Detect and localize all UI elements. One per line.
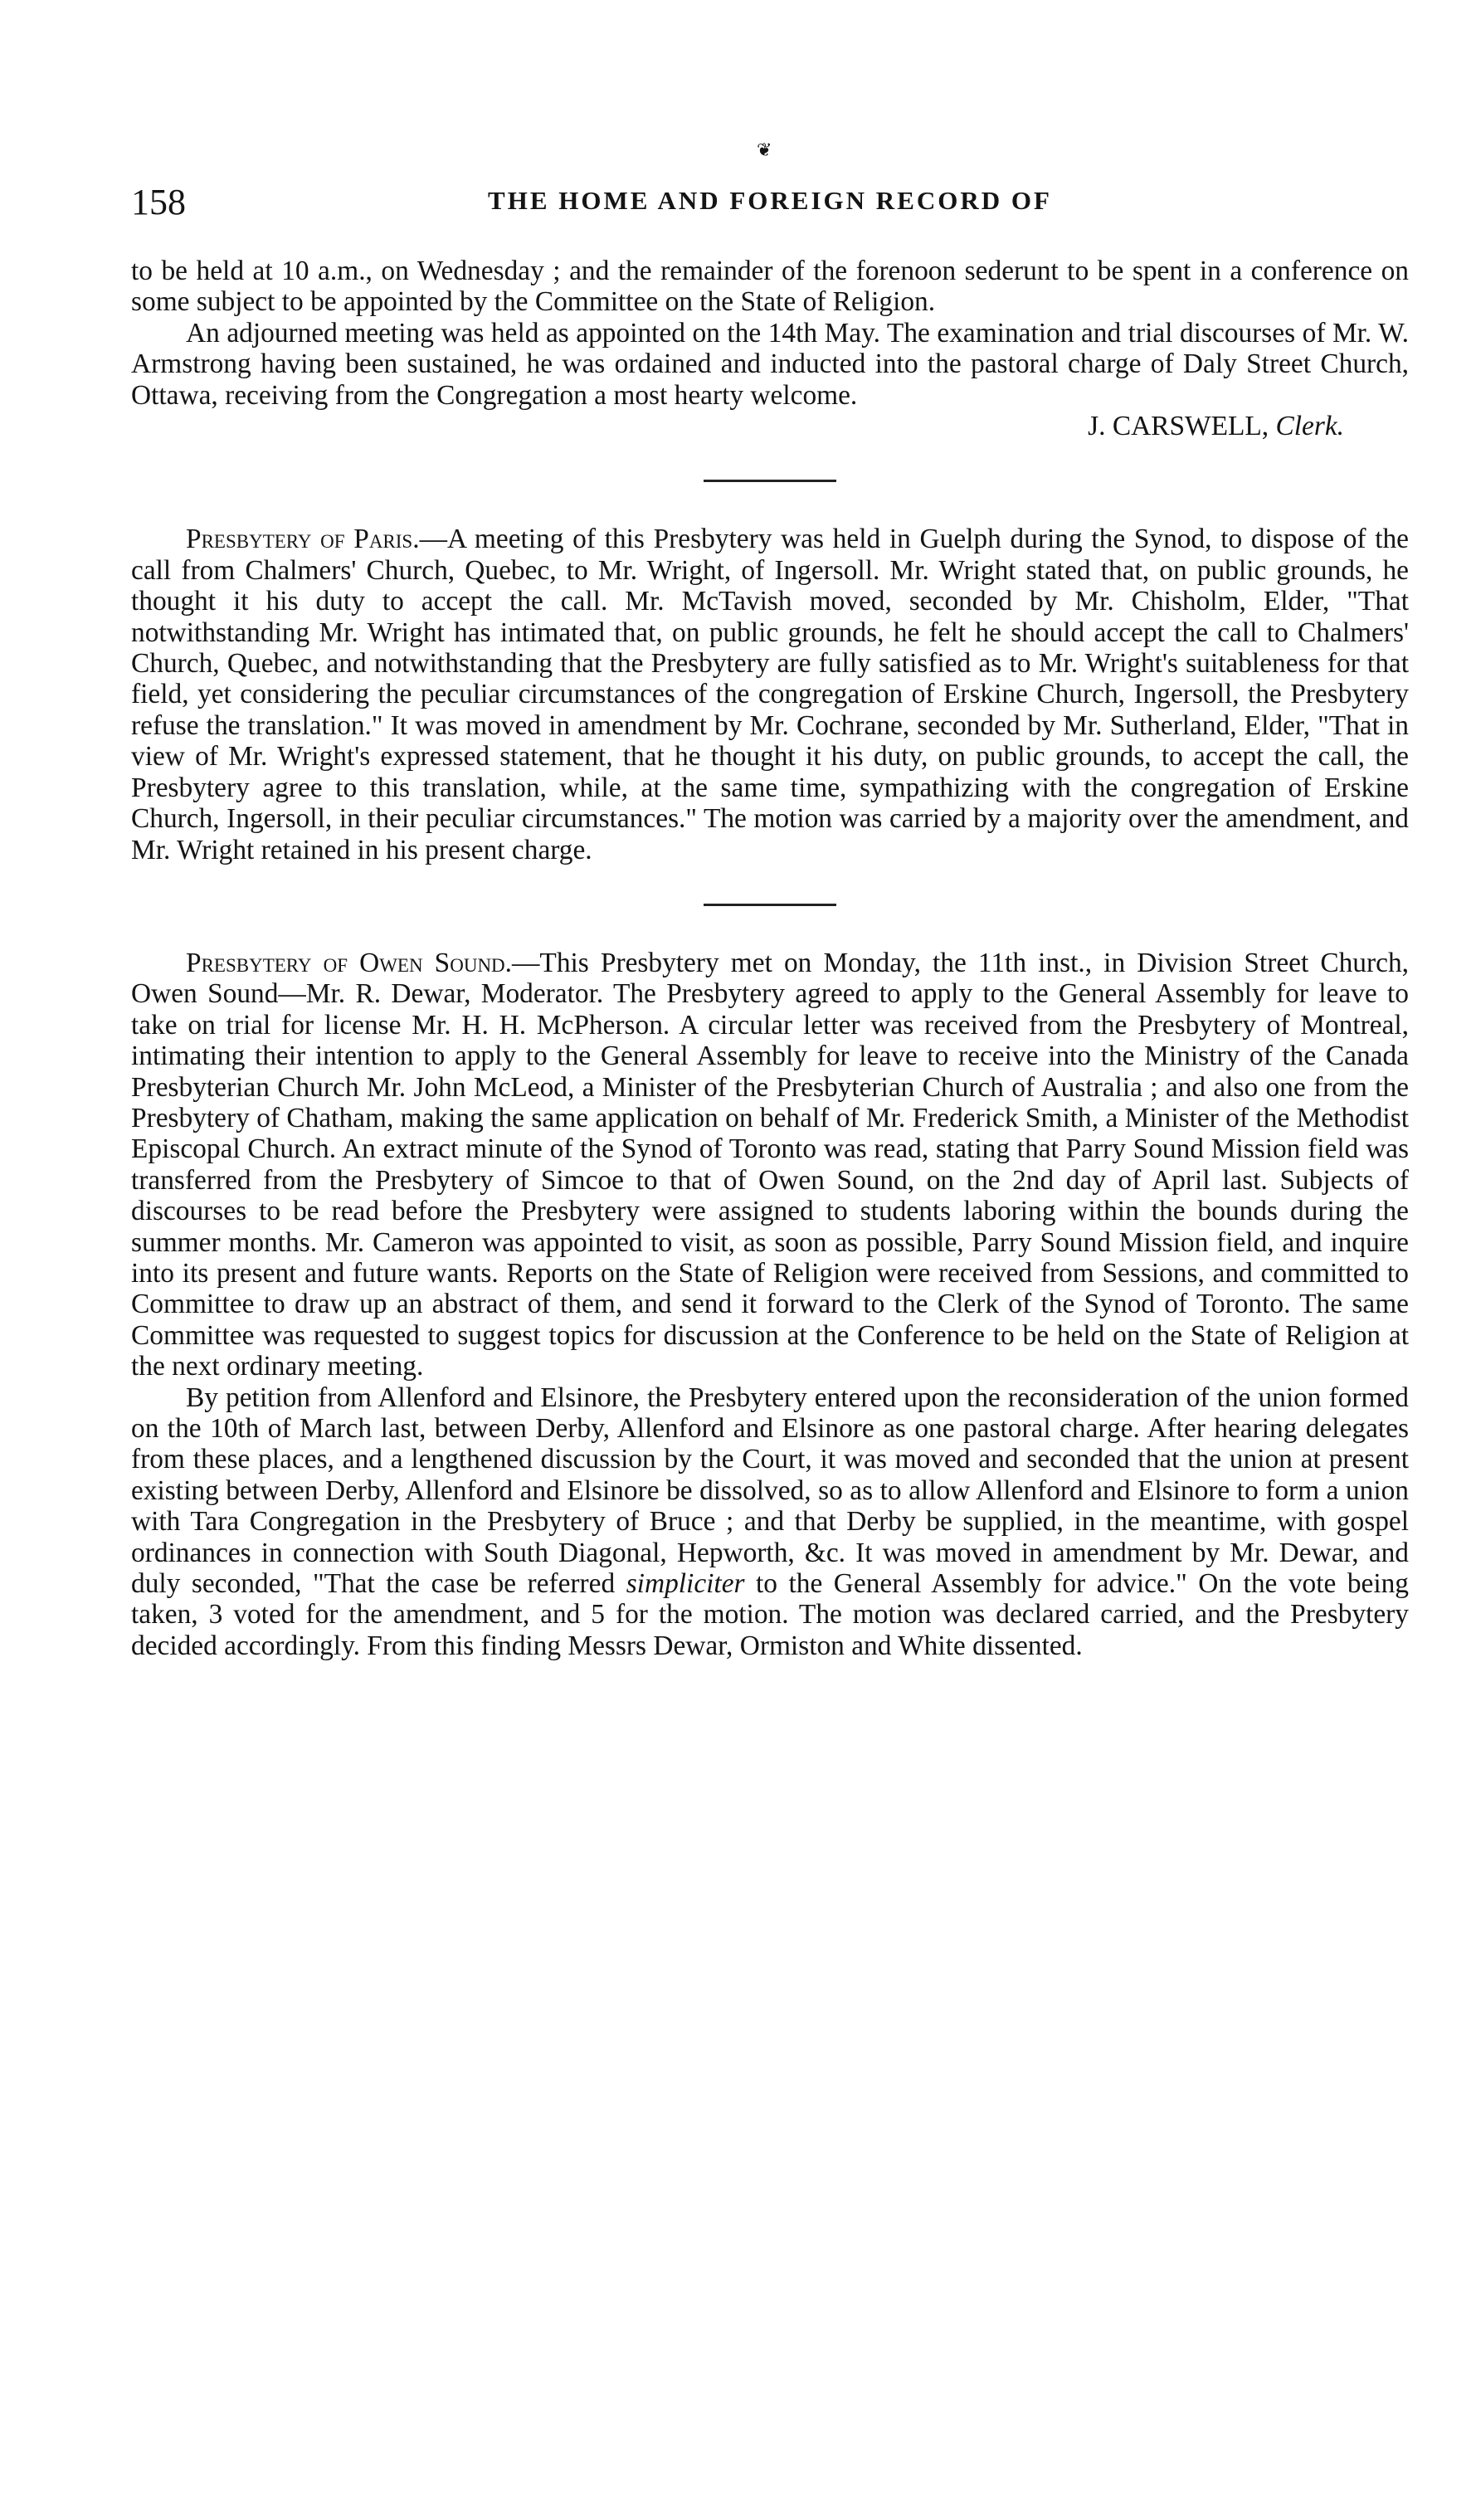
ornament: ❦ bbox=[757, 139, 772, 160]
section-divider bbox=[704, 480, 836, 482]
page-number: 158 bbox=[131, 182, 186, 222]
paragraph-continued: to be held at 10 a.m., on Wednesday ; and the remainder of the forenoon sederunt to be spent in a conference on some subject to be appointed by the Committee on the State of Religion. bbox=[131, 256, 1409, 318]
signature-role: Clerk. bbox=[1275, 411, 1344, 442]
paragraph-presbytery-paris bbox=[131, 524, 1409, 865]
paragraph-allenford-elsinore bbox=[131, 1382, 1409, 1662]
body-text bbox=[131, 256, 1409, 1661]
paragraph-presbytery-owen-sound bbox=[131, 948, 1409, 1382]
page-header bbox=[131, 131, 1409, 222]
text-presbytery-owen-sound: —This Presbytery met on Monday, the 11th inst., in Division Street Church, Owen Sound—Mr. R. Dewar, Moderator. The Presbytery agreed to apply to the General Assembly for leave to take on trial for license Mr. H. H. McPherson. A circular letter was received from the Presbytery of Montreal, intimating their intention to apply to the General Assembly for leave to receive into the Ministry of the Canada Presbyterian Church Mr. John McLeod, a Minister of the Presbyterian Church of Australia ; and also one from the Presbytery of Chatham, making the same application on behalf of Mr. Frederick Smith, a Minister of the Methodist Episcopal Church. An extract minute of the Synod of Toronto was read, stating that Parry Sound Mission field was transferred from the Presbytery of Simcoe to that of Owen Sound, on the 2nd day of April last. Subjects of discourses to be read before the Presbytery were assigned to students laboring within the bounds during the summer months. Mr. Cameron was appointed to visit, as soon as possible, Parry Sound Mission field, and inquire into its present and future wants. Reports on the State of Religion were received from Sessions, and committed to Committee to draw up an abstract of them, and send it forward to the Clerk of the Synod of Toronto. The same Committee was requested to suggest topics for discussion at the Conference to be held on the State of Religion at the next ordinary meeting. bbox=[131, 947, 1409, 1382]
text-presbytery-paris: —A meeting of this Presbytery was held in Guelph during the Synod, to dispose of the call from Chalmers' Church, Quebec, to Mr. Wright, of Ingersoll. Mr. Wright stated that, on public grounds, he thought it his duty to accept the call. Mr. McTavish moved, seconded by Mr. Chisholm, Elder, "That notwithstanding Mr. Wright has intimated that, on public grounds, he felt he should accept the call to Chalmers' Church, Quebec, and notwithstanding that the Presbytery are fully satisfied as to Mr. Wright's suitableness for that field, yet considering the peculiar circumstances of the congregation of Erskine Church, Ingersoll, the Presbytery refuse the translation." It was moved in amendment by Mr. Cochrane, seconded by Mr. Sutherland, Elder, "That in view of Mr. Wright's expressed statement, that he thought it his duty, on public grounds, to accept the call, the Presbytery agree to this translation, while, at the same time, sympathizing with the congregation of Erskine Church, Ingersoll, in their peculiar circumstances." The motion was carried by a majority over the amendment, and Mr. Wright retained in his present charge. bbox=[131, 524, 1410, 865]
paragraph-adjourned-meeting: An adjourned meeting was held as appointed on the 14th May. The examination and trial discourses of Mr. W. Armstrong having been sustained, he was ordained and inducted into the pastoral charge of Daly Street Church, Ottawa, receiving from the Congregation a most hearty welcome. bbox=[131, 317, 1409, 411]
heading-presbytery-owen-sound: Presbytery of Owen Sound. bbox=[186, 947, 513, 978]
text-allenford-part1: By petition from Allenford and Elsinore, the Presbytery entered upon the reconsideration of the union formed on the 10th of March last, between Derby, Allenford and Elsinore as one pastoral charge. After hearing delegates from these places, and a lengthened discussion by the Court, it was moved and seconded that the union at present existing between Derby, Allenford and Elsinore be dissolved, so as to allow Allenford and Elsinore to form a union with Tara Congregation in the Presbytery of Bruce ; and that Derby be supplied, in the meantime, with gospel ordinances in connection with South Diagonal, Hepworth, &c. It was moved in amendment by Mr. Dewar, and duly seconded, "That the case be referred bbox=[131, 1382, 1409, 1600]
page bbox=[131, 131, 1409, 1661]
signature-name: J. CARSWELL, bbox=[1088, 411, 1269, 442]
signature bbox=[131, 411, 1344, 441]
running-head: THE HOME AND FOREIGN RECORD OF bbox=[488, 186, 1052, 215]
text-allenford-part2: to the General Assembly for advice." On the vote being taken, 3 voted for the amendment, and 5 for the motion. The motion was declared carried, and the Presbytery decided accordingly. From this finding Messrs Dewar, Ormiston and White dissented. bbox=[131, 1568, 1410, 1661]
heading-presbytery-paris: Presbytery of Paris. bbox=[186, 524, 420, 555]
section-divider bbox=[704, 904, 836, 906]
text-simpliciter: simpliciter bbox=[626, 1568, 745, 1600]
